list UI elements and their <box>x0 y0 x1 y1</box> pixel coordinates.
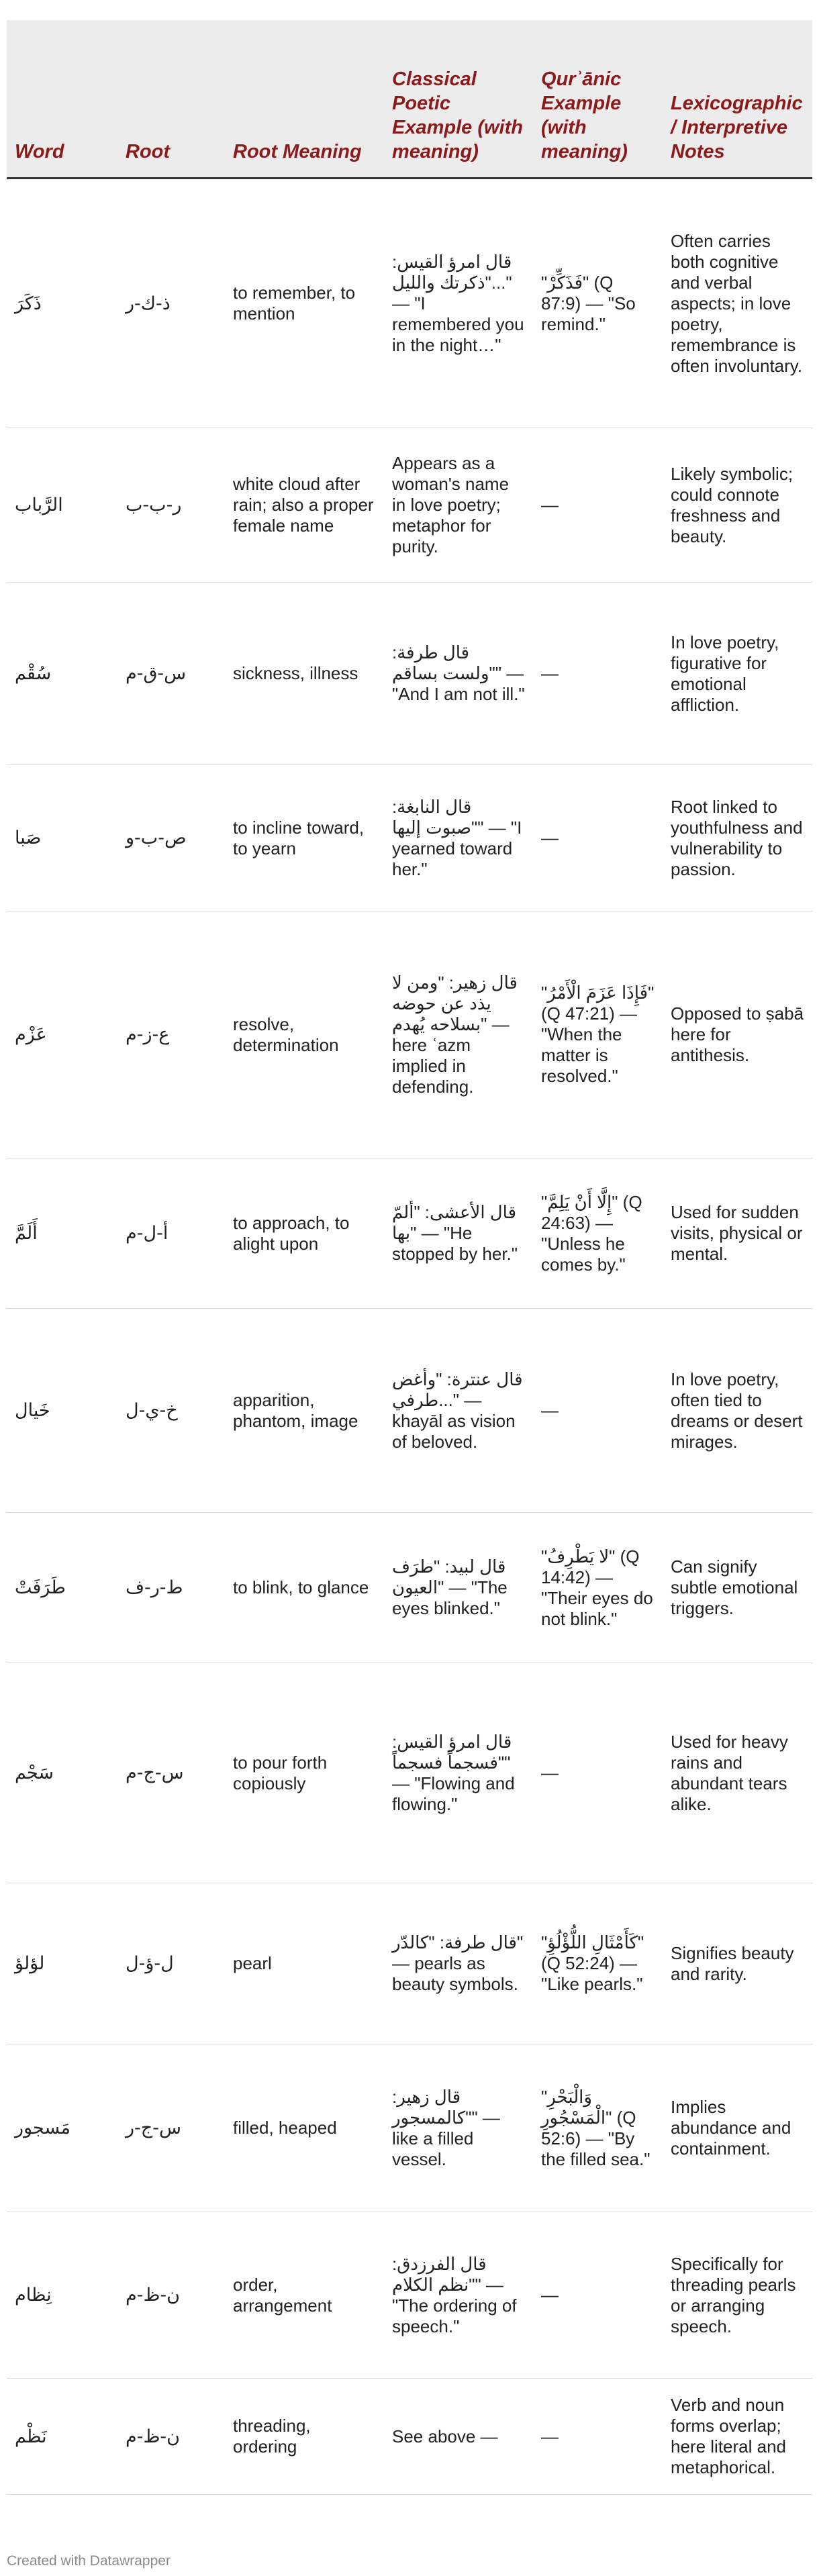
notes-cell: Root linked to youthfulness and vulnerability to passion. <box>663 765 812 911</box>
word-cell: مَسجور <box>7 2044 117 2212</box>
notes-cell: Can signify subtle emotional triggers. <box>663 1513 812 1663</box>
table-row <box>7 583 812 765</box>
table-body <box>7 179 812 2495</box>
notes-cell: In love poetry, figurative for emotional affliction. <box>663 583 812 765</box>
classical-example-cell: قال امرؤ القيس: "فسجماً فسجماً" — "Flowing and flowing." <box>384 1663 533 1883</box>
root-meaning-cell: order, arrangement <box>225 2212 384 2379</box>
classical-example-cell: قال امرؤ القيس: "ذكرتك والليل..." — "I remembered you in the night…" <box>384 179 533 428</box>
quranic-example-cell: — <box>533 2379 663 2495</box>
header-word: Word <box>7 20 117 179</box>
table-header <box>7 20 812 179</box>
root-cell: س-ج-م <box>117 1663 225 1883</box>
root-meaning-cell: to incline toward, to yearn <box>225 765 384 911</box>
table-row <box>7 428 812 583</box>
root-cell: ع-ز-م <box>117 911 225 1158</box>
header-classical-example: Classical Poetic Example (with meaning) <box>384 20 533 179</box>
classical-example-cell: قال زهير: "كالمسجور" — like a filled vessel. <box>384 2044 533 2212</box>
root-meaning-cell: pearl <box>225 1883 384 2044</box>
word-cell: عَزْم <box>7 911 117 1158</box>
table-row <box>7 1663 812 1883</box>
classical-example-cell: قال طرفة: "ولست بساقم" — "And I am not ill." <box>384 583 533 765</box>
table-row <box>7 911 812 1158</box>
root-cell: س-ق-م <box>117 583 225 765</box>
table-row <box>7 179 812 428</box>
root-meaning-cell: apparition, phantom, image <box>225 1309 384 1513</box>
root-cell: أ-ل-م <box>117 1158 225 1309</box>
root-cell: ن-ظ-م <box>117 2212 225 2379</box>
classical-example-cell: قال الأعشى: "ألمّ بها" — "He stopped by her." <box>384 1158 533 1309</box>
table-row <box>7 765 812 911</box>
root-meaning-cell: white cloud after rain; also a proper female name <box>225 428 384 583</box>
root-cell: س-ج-ر <box>117 2044 225 2212</box>
root-cell: ن-ظ-م <box>117 2379 225 2495</box>
root-meaning-cell: sickness, illness <box>225 583 384 765</box>
quranic-example-cell: — <box>533 2212 663 2379</box>
word-cell: نِظام <box>7 2212 117 2379</box>
word-cell: لؤلؤ <box>7 1883 117 2044</box>
classical-example-cell: قال الفرزدق: "نظم الكلام" — "The ordering of speech." <box>384 2212 533 2379</box>
table-row <box>7 1309 812 1513</box>
quranic-example-cell: — <box>533 428 663 583</box>
header-root-meaning: Root Meaning <box>225 20 384 179</box>
classical-example-cell: قال لبيد: "طرَف العيون" — "The eyes blinked." <box>384 1513 533 1663</box>
quranic-example-cell: "كَأَمْثَالِ اللُّؤْلُؤِ" (Q 52:24) — "Like pearls." <box>533 1883 663 2044</box>
word-cell: أَلَمَّ <box>7 1158 117 1309</box>
notes-cell: Signifies beauty and rarity. <box>663 1883 812 2044</box>
root-meaning-cell: filled, heaped <box>225 2044 384 2212</box>
classical-example-cell: قال عنترة: "وأغض طرفي..." — khayāl as vision of beloved. <box>384 1309 533 1513</box>
root-cell: ر-ب-ب <box>117 428 225 583</box>
root-meaning-cell: to blink, to glance <box>225 1513 384 1663</box>
quranic-example-cell: "وَالْبَحْرِ الْمَسْجُورِ" (Q 52:6) — "By the filled sea." <box>533 2044 663 2212</box>
notes-cell: Likely symbolic; could connote freshness and beauty. <box>663 428 812 583</box>
header-notes: Lexicographic / Interpretive Notes <box>663 20 812 179</box>
table-row <box>7 1513 812 1663</box>
notes-cell: Opposed to ṣabā here for antithesis. <box>663 911 812 1158</box>
word-cell: سُقْم <box>7 583 117 765</box>
quranic-example-cell: — <box>533 583 663 765</box>
root-cell: ص-ب-و <box>117 765 225 911</box>
root-cell: ل-ؤ-ل <box>117 1883 225 2044</box>
root-meaning-cell: to pour forth copiously <box>225 1663 384 1883</box>
classical-example-cell: قال طرفة: "كالدّر" — pearls as beauty symbols. <box>384 1883 533 2044</box>
notes-cell: Verb and noun forms overlap; here literal and metaphorical. <box>663 2379 812 2495</box>
word-cell: سَجْم <box>7 1663 117 1883</box>
notes-cell: Specifically for threading pearls or arranging speech. <box>663 2212 812 2379</box>
header-row <box>7 20 812 179</box>
root-meaning-cell: to remember, to mention <box>225 179 384 428</box>
root-cell: خ-ي-ل <box>117 1309 225 1513</box>
notes-cell: In love poetry, often tied to dreams or desert mirages. <box>663 1309 812 1513</box>
root-meaning-cell: threading, ordering <box>225 2379 384 2495</box>
quranic-example-cell: "فَإِذَا عَزَمَ الْأَمْرُ" (Q 47:21) — "When the matter is resolved." <box>533 911 663 1158</box>
quranic-example-cell: — <box>533 1309 663 1513</box>
table-row <box>7 2044 812 2212</box>
notes-cell: Implies abundance and containment. <box>663 2044 812 2212</box>
quranic-example-cell: "لا يَطْرِفُ" (Q 14:42) — "Their eyes do not blink." <box>533 1513 663 1663</box>
word-cell: صَبا <box>7 765 117 911</box>
datawrapper-credit: Created with Datawrapper <box>7 2553 171 2569</box>
header-quranic-example: Qurʾānic Example (with meaning) <box>533 20 663 179</box>
classical-example-cell: قال زهير: "ومن لا يذد عن حوضه بسلاحه يُهدم" — here ʿazm implied in defending. <box>384 911 533 1158</box>
notes-cell: Often carries both cognitive and verbal aspects; in love poetry, remembrance is often involuntary. <box>663 179 812 428</box>
table-row <box>7 1158 812 1309</box>
table-row <box>7 2379 812 2495</box>
lexicon-table <box>7 20 812 2495</box>
quranic-example-cell: "إِلَّا أَنْ يَلِمَّ" (Q 24:63) — "Unless he comes by." <box>533 1158 663 1309</box>
root-meaning-cell: resolve, determination <box>225 911 384 1158</box>
word-cell: نَظْم <box>7 2379 117 2495</box>
classical-example-cell: See above — <box>384 2379 533 2495</box>
table-row <box>7 2212 812 2379</box>
quranic-example-cell: — <box>533 1663 663 1883</box>
classical-example-cell: قال النابغة: "صبوت إليها" — "I yearned toward her." <box>384 765 533 911</box>
quranic-example-cell: "فَذَكِّرْ" (Q 87:9) — "So remind." <box>533 179 663 428</box>
word-cell: ذَكَرَ <box>7 179 117 428</box>
data-table-container <box>7 20 812 2495</box>
root-meaning-cell: to approach, to alight upon <box>225 1158 384 1309</box>
quranic-example-cell: — <box>533 765 663 911</box>
word-cell: طَرَفَتْ <box>7 1513 117 1663</box>
root-cell: ط-ر-ف <box>117 1513 225 1663</box>
table-row <box>7 1883 812 2044</box>
notes-cell: Used for heavy rains and abundant tears alike. <box>663 1663 812 1883</box>
header-root: Root <box>117 20 225 179</box>
word-cell: الرَّباب <box>7 428 117 583</box>
classical-example-cell: Appears as a woman's name in love poetry; metaphor for purity. <box>384 428 533 583</box>
word-cell: خَيال <box>7 1309 117 1513</box>
notes-cell: Used for sudden visits, physical or mental. <box>663 1158 812 1309</box>
root-cell: ذ-ك-ر <box>117 179 225 428</box>
